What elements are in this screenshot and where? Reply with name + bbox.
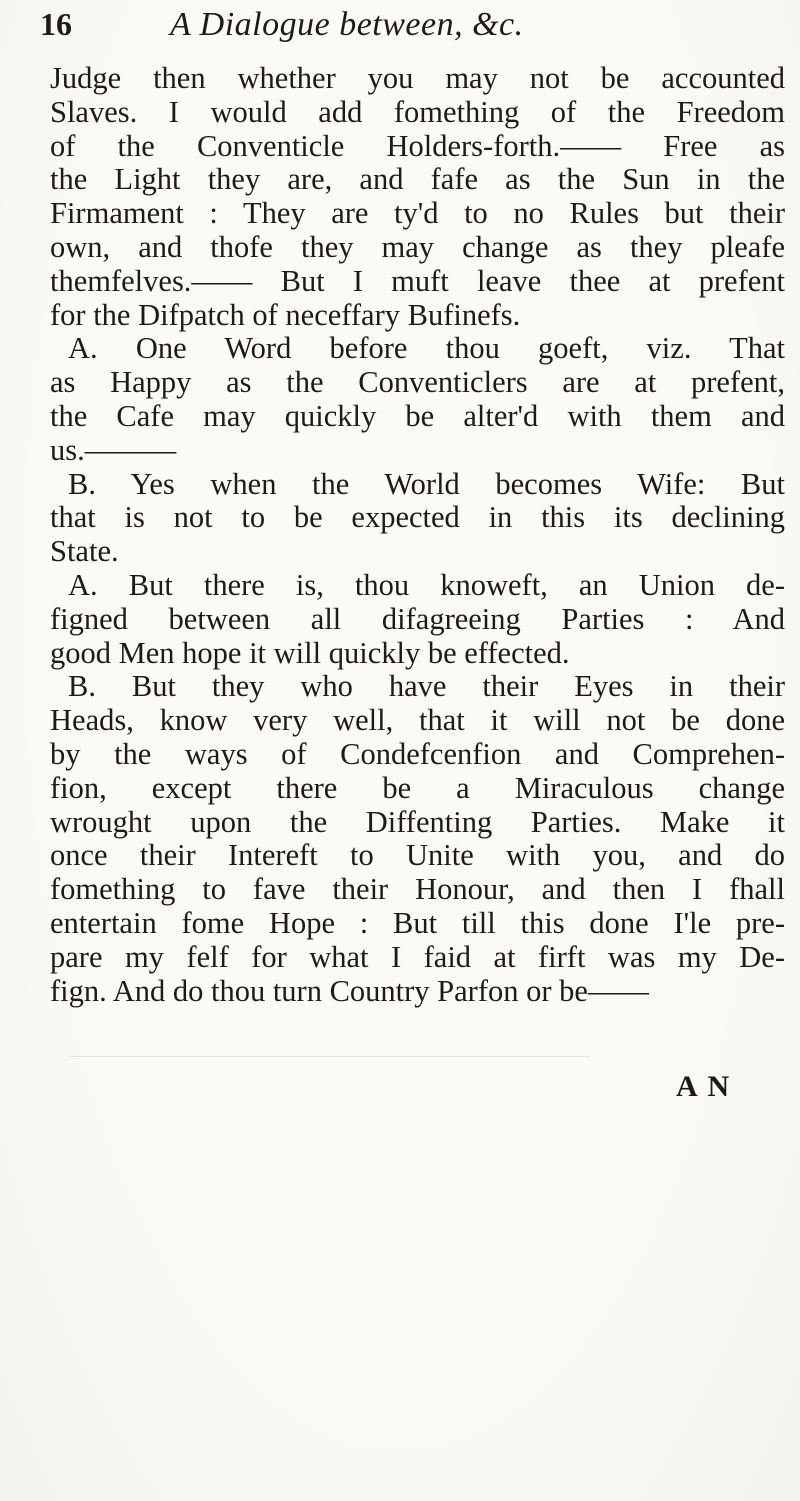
page-number: 16 [40, 6, 72, 42]
text-line: for the Difpatch of neceffary Bufinefs. [50, 297, 521, 332]
text-line: the Cafe may quickly be alter'd with them and [50, 398, 785, 433]
text-line: us.——— [50, 432, 177, 467]
speaker-line: A. One Word before thou goeft, viz. That [68, 331, 785, 366]
text-line: Slaves. I would add fomething of the Freedom [50, 94, 785, 129]
text-line: entertain fome Hope : But till this done I'le pre- [50, 905, 785, 940]
text-line: as Happy as the Conventiclers are at prefent, [50, 365, 785, 400]
text-line: fign. And do thou turn Country Parfon or be—— [50, 973, 649, 1008]
text-line: own, and thofe they may change as they pleafe [50, 229, 785, 264]
text-line: themfelves.—— But I muft leave thee at prefent [50, 263, 785, 298]
text-line: that is not to be expected in this its declining [50, 500, 785, 535]
text-line: Heads, know very well, that it will not be done [50, 703, 785, 738]
running-title: A Dialogue between, &c. [170, 6, 524, 43]
text-line: the Light they are, and fafe as the Sun in the [50, 162, 785, 197]
text-line: Firmament : They are ty'd to no Rules but their [50, 196, 785, 231]
text-line: of the Conventicle Holders-forth.—— Free as [50, 128, 785, 163]
speaker-line: B. Yes when the World becomes Wife: But [68, 466, 785, 501]
text-line: fomething to fave their Honour, and then I fhall [50, 872, 785, 907]
speaker-line: B. But they who have their Eyes in their [68, 669, 785, 704]
text-line: by the ways of Condefcenfion and Comprehen- [50, 736, 785, 771]
running-head [40, 6, 780, 46]
page-smudge [70, 1056, 590, 1057]
text-line: good Men hope it will quickly be effected. [50, 635, 570, 670]
speaker-line: A. But there is, thou knoweft, an Union de- [68, 567, 785, 602]
text-line: pare my felf for what I faid at firft was my De- [50, 939, 785, 974]
text-line: State. [50, 534, 119, 569]
body-text [50, 62, 790, 1008]
text-line: wrought upon the Diffenting Parties. Make it [50, 804, 785, 839]
text-line: fion, except there be a Miraculous change [50, 770, 785, 805]
catchword: A N [676, 1070, 732, 1103]
text-line: figned between all difagreeing Parties : And [50, 601, 785, 636]
text-line: once their Intereft to Unite with you, and do [50, 838, 785, 873]
text-line: Judge then whether you may not be accounted [50, 61, 785, 95]
